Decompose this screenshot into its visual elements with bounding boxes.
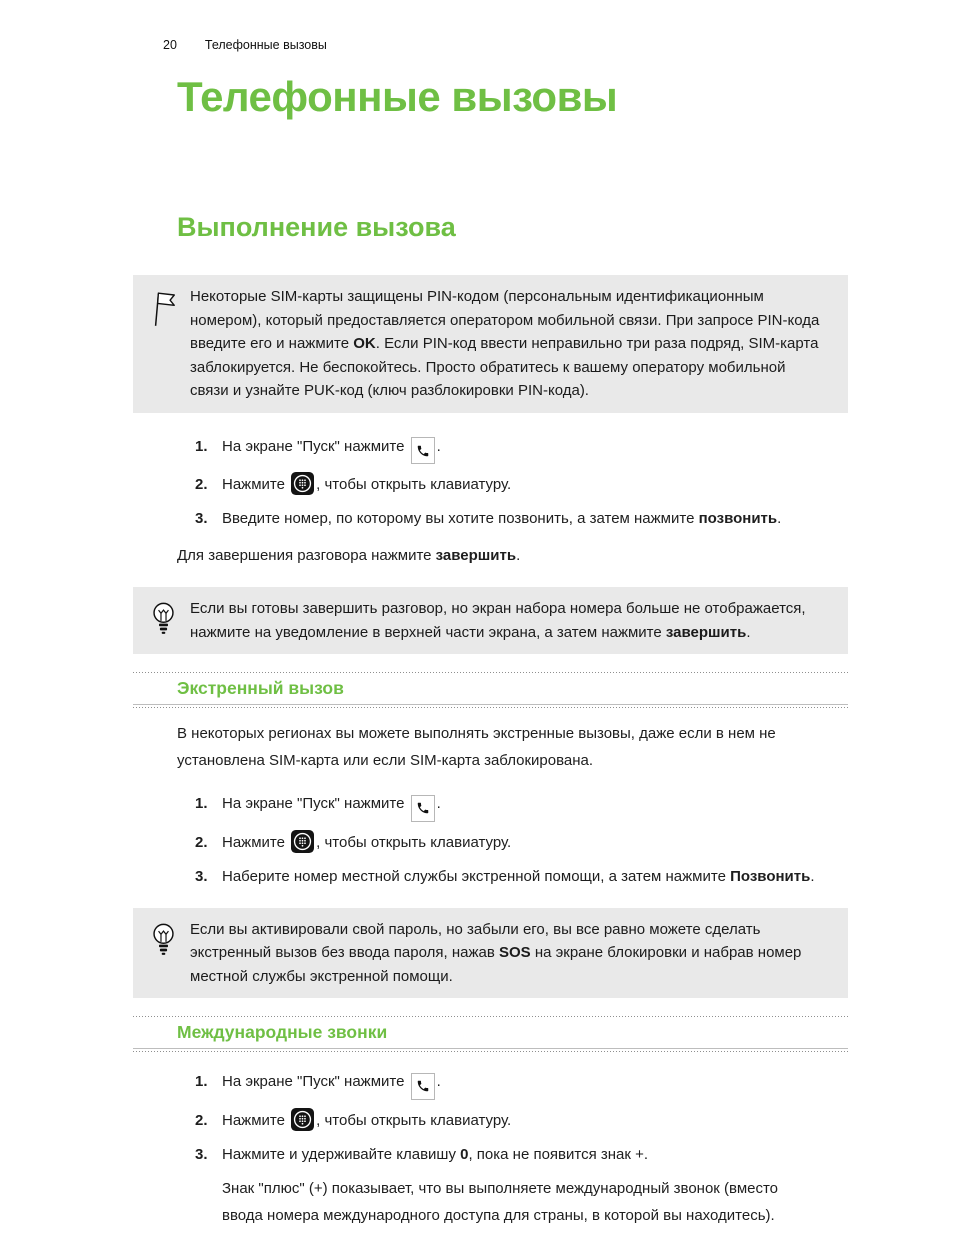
phone-icon xyxy=(411,1073,435,1100)
phone-icon xyxy=(411,437,435,464)
step-1 xyxy=(133,790,848,822)
step-text: Нажмите , чтобы открыть клавиатуру. xyxy=(222,1107,848,1134)
step-text: На экране "Пуск" нажмите . xyxy=(222,1068,848,1100)
step-number: 2. xyxy=(195,833,208,851)
dialpad-icon xyxy=(291,830,314,853)
step-text: Введите номер, по которому вы хотите позвонить, а затем нажмите позвонить. xyxy=(222,510,782,527)
dotted-rule xyxy=(133,1016,848,1017)
dialpad-icon xyxy=(291,472,314,495)
phone-icon xyxy=(411,795,435,822)
steps-emergency-call xyxy=(133,790,848,890)
subsection-international-calls xyxy=(133,1016,848,1052)
step-number: 2. xyxy=(195,1111,208,1129)
tip-box-sos xyxy=(133,908,848,999)
lightbulb-icon xyxy=(150,918,190,989)
step-number: 1. xyxy=(195,1073,208,1090)
tip-text: Если вы готовы завершить разговор, но экран набора номера больше не отображается, нажмите на уведомление в верхней части экрана, а затем нажмите завершить. xyxy=(190,600,806,641)
step-1 xyxy=(133,433,848,465)
running-title: Телефонные вызовы xyxy=(204,38,327,52)
dotted-rule xyxy=(133,672,848,673)
subsection-title: Экстренный вызов xyxy=(133,678,848,705)
chapter-title: Телефонные вызовы xyxy=(177,73,618,120)
subsection-title: Международные звонки xyxy=(133,1022,848,1049)
step-number: 2. xyxy=(195,476,208,493)
lightbulb-icon xyxy=(150,597,190,644)
step-number: 1. xyxy=(195,795,208,812)
step-3 xyxy=(133,505,848,532)
step-text: На экране "Пуск" нажмите . xyxy=(222,433,848,465)
dotted-rule xyxy=(133,1051,848,1052)
step-text: Нажмите , чтобы открыть клавиатуру. xyxy=(222,829,848,856)
step-text: Наберите номер местной службы экстренной помощи, а затем нажмите Позвонить. xyxy=(222,867,815,885)
steps-international-call xyxy=(133,1068,848,1168)
page-number: 20 xyxy=(163,38,177,52)
flag-icon xyxy=(150,285,190,403)
plus-sign-note: Знак "плюс" (+) показывает, что вы выполняете международный звонок (вместо ввода номера международного доступа для страны, в которой вы находитесь). xyxy=(222,1179,779,1224)
step-2 xyxy=(133,471,848,498)
running-header xyxy=(163,38,848,52)
step-number: 1. xyxy=(195,437,208,455)
step-text: Нажмите и удерживайте клавишу 0, пока не появится знак +. xyxy=(222,1145,649,1163)
step-3 xyxy=(133,863,848,890)
subsection-emergency-call xyxy=(133,672,848,708)
step-number: 3. xyxy=(195,1145,208,1163)
step-number: 3. xyxy=(195,867,208,885)
step-2 xyxy=(133,1107,848,1134)
end-call-paragraph: Для завершения разговора нажмите завершить. xyxy=(177,547,521,564)
step-1 xyxy=(133,1068,848,1100)
steps-making-call xyxy=(133,433,848,533)
emergency-intro: В некоторых регионах вы можете выполнять экстренные вызовы, даже если в нем не установлена SIM-карта или если SIM-карта заблокирована. xyxy=(177,725,776,769)
note-text: Некоторые SIM-карты защищены PIN-кодом (персональным идентификационным номером), который предоставляется оператором мобильной связи. При запросе PIN-кода введите его и нажмите OK. Если PIN-код ввести неправильно три раза подряд, SIM-карта заблокируется. Не беспокойтесь. Просто обратитесь к вашему оператору мобильной связи и узнайте PUK-код (ключ разблокировки PIN-кода). xyxy=(190,288,820,399)
tip-text: Если вы активировали свой пароль, но забыли его, вы все равно можете сделать экстренный вызов без ввода пароля, нажав SOS на экране блокировки и набрав номер местной службы экстренной помощи. xyxy=(190,920,802,985)
note-box-sim-pin xyxy=(133,275,848,413)
dotted-rule xyxy=(133,707,848,708)
tip-box-end-call xyxy=(133,587,848,654)
step-text: Нажмите , чтобы открыть клавиатуру. xyxy=(222,471,848,498)
step-2 xyxy=(133,829,848,856)
manual-page xyxy=(133,0,848,1229)
step-number: 3. xyxy=(195,510,208,527)
section-title-making-calls: Выполнение вызова xyxy=(177,212,456,242)
step-3 xyxy=(133,1141,848,1168)
dialpad-icon xyxy=(291,1108,314,1131)
step-text: На экране "Пуск" нажмите . xyxy=(222,790,848,822)
